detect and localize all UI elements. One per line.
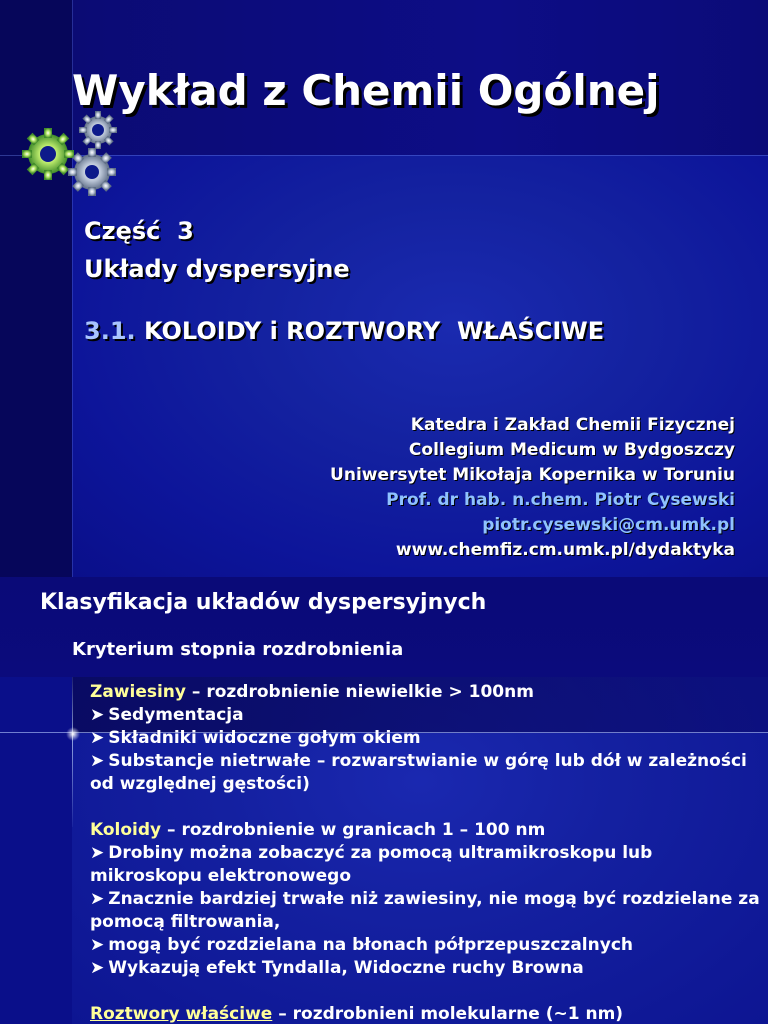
colloids-definition: – rozdrobnienie w granicach 1 – 100 nm — [161, 820, 546, 840]
list-item — [90, 727, 762, 750]
section-heading — [84, 317, 604, 345]
solutions-heading — [90, 1003, 762, 1024]
gears-icon — [18, 108, 128, 200]
slide-title: Wykład z Chemii Ogólnej — [72, 66, 660, 115]
affiliation-department: Katedra i Zakład Chemii Fizycznej — [410, 415, 735, 435]
solutions-term: Roztwory właściwe — [90, 1004, 273, 1024]
part-title: Układy dyspersyjne — [84, 255, 350, 283]
list-item — [90, 750, 762, 796]
arrow-bullet-icon: ➤ — [90, 751, 105, 771]
slide-subtitle: Kryterium stopnia rozdrobnienia — [72, 639, 404, 660]
list-item — [90, 842, 762, 888]
bullet-text: Znacznie bardziej trwałe niż zawiesiny, nie mogą być rozdzielane za pomocą filtrowania, — [90, 889, 760, 932]
arrow-bullet-icon: ➤ — [90, 728, 105, 748]
colloids-heading — [90, 819, 762, 842]
colloids-term: Koloidy — [90, 820, 162, 840]
background-left-band — [0, 0, 72, 577]
bullet-text: Drobiny można zobaczyć za pomocą ultramikroskopu lub mikroskopu elektronowego — [90, 843, 653, 886]
part-label: Część 3 — [84, 217, 194, 245]
background-left-band — [0, 677, 72, 1024]
suspensions-definition: – rozdrobnienie niewielkie > 100nm — [186, 682, 534, 702]
author-email[interactable]: piotr.cysewski@cm.umk.pl — [482, 515, 735, 535]
list-item — [90, 704, 762, 727]
affiliation-block — [330, 413, 735, 563]
author-name: Prof. dr hab. n.chem. Piotr Cysewski — [386, 490, 735, 510]
slide-title: Klasyfikacja układów dyspersyjnych — [40, 590, 487, 615]
classification-content — [90, 681, 762, 1024]
list-item — [90, 957, 762, 980]
light-flare — [66, 727, 80, 741]
bullet-text: mogą być rozdzielana na błonach półprzepuszczalnych — [108, 935, 633, 955]
arrow-bullet-icon: ➤ — [90, 889, 105, 909]
list-item — [90, 934, 762, 957]
divider-vertical — [72, 677, 73, 827]
website-link[interactable]: www.chemfiz.cm.umk.pl/dydaktyka — [395, 540, 735, 560]
arrow-bullet-icon: ➤ — [90, 705, 105, 725]
suspensions-heading — [90, 681, 762, 704]
affiliation-university: Uniwersytet Mikołaja Kopernika w Toruniu — [330, 465, 735, 485]
part-block — [84, 212, 350, 288]
suspensions-term: Zawiesiny — [90, 682, 186, 702]
bullet-text: Składniki widoczne gołym okiem — [108, 728, 421, 748]
arrow-bullet-icon: ➤ — [90, 935, 105, 955]
list-item — [90, 888, 762, 934]
bullet-text: Substancje nietrwałe – rozwarstwianie w górę lub dół w zależności od względnej gęstości) — [90, 751, 747, 794]
content-slide — [0, 577, 768, 1024]
affiliation-college: Collegium Medicum w Bydgoszczy — [408, 440, 735, 460]
arrow-bullet-icon: ➤ — [90, 958, 105, 978]
bullet-text: Sedymentacja — [108, 705, 244, 725]
bullet-text: Wykazują efekt Tyndalla, Widoczne ruchy Browna — [108, 958, 584, 978]
section-title: KOLOIDY i ROZTWORY WŁAŚCIWE — [144, 317, 605, 345]
solutions-definition: – rozdrobnieni molekularne (~1 nm) — [272, 1004, 624, 1024]
arrow-bullet-icon: ➤ — [90, 843, 105, 863]
section-number: 3.1. — [84, 317, 136, 345]
